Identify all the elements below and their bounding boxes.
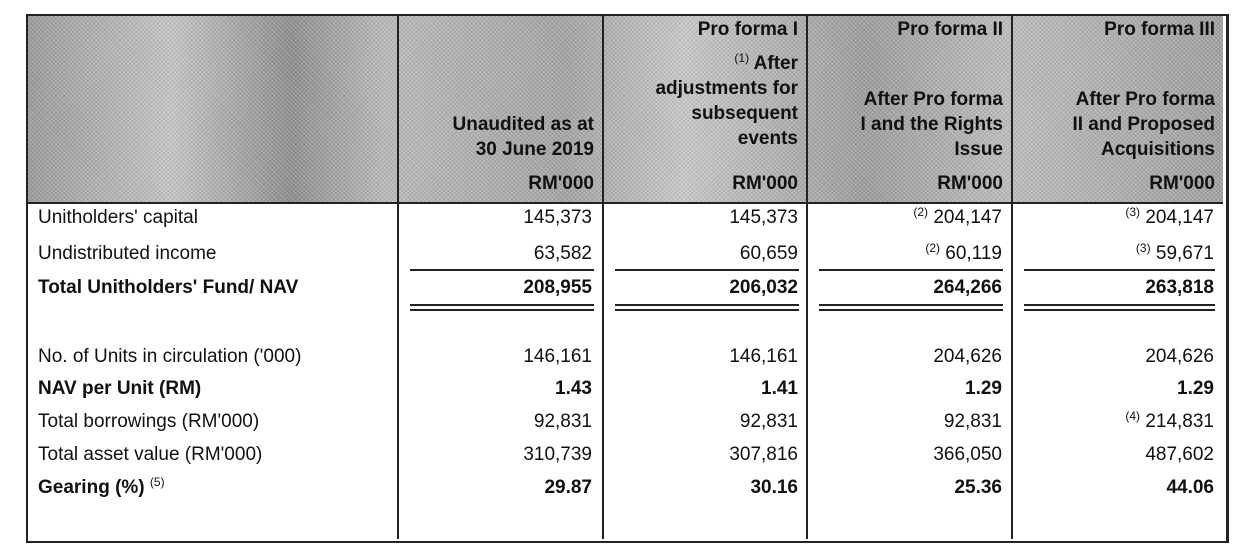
header-unit: RM'000 xyxy=(528,173,594,194)
total-double-rule xyxy=(1024,304,1215,306)
cell-value: 1.29 xyxy=(1177,378,1214,399)
cell-value: $^{(4)}$ 214,831 xyxy=(1125,409,1214,432)
footnote-ref: (2) xyxy=(913,205,929,219)
cell-value: 1.29 xyxy=(965,378,1002,399)
cell-value: $^{(3)}$ 59,671 xyxy=(1135,241,1214,264)
total-double-rule xyxy=(410,304,594,306)
row-label: Undistributed income xyxy=(38,243,217,264)
subtotal-rule xyxy=(615,269,799,271)
cell-value: 25.36 xyxy=(954,477,1002,498)
cell-value: 92,831 xyxy=(533,411,592,432)
cell-value: 307,816 xyxy=(729,444,798,465)
total-double-rule xyxy=(615,309,799,311)
header-unit: RM'000 xyxy=(732,173,798,194)
header-line: adjustments for xyxy=(655,78,798,99)
header-title: Pro forma II xyxy=(897,19,1003,40)
table-row xyxy=(26,343,1226,370)
header-line: events xyxy=(737,128,798,149)
cell-value: 206,032 xyxy=(729,277,798,298)
header-pro-forma-2 xyxy=(808,16,1011,202)
cell-value: 204,626 xyxy=(1145,346,1214,367)
total-double-rule xyxy=(1024,309,1215,311)
footnote-ref: (4) xyxy=(1125,409,1141,423)
cell-value: 146,161 xyxy=(729,346,798,367)
total-double-rule xyxy=(615,304,799,306)
total-double-rule xyxy=(819,304,1003,306)
subtotal-rule xyxy=(1024,269,1215,271)
cell-value: 63,582 xyxy=(533,243,592,264)
header-title: Pro forma III xyxy=(1104,19,1215,40)
footnote-ref: (1) xyxy=(734,51,750,65)
row-label: NAV per Unit (RM) xyxy=(38,378,202,399)
cell-value: 366,050 xyxy=(933,444,1002,465)
header-unit: RM'000 xyxy=(937,173,1003,194)
cell-value: 146,161 xyxy=(523,346,592,367)
subtotal-rule xyxy=(819,269,1003,271)
cell-value: 310,739 xyxy=(523,444,592,465)
header-line: After Pro forma xyxy=(863,89,1003,110)
footnote-ref: (3) xyxy=(1125,205,1141,219)
cell-value: 1.43 xyxy=(555,378,592,399)
cell-value: 92,831 xyxy=(739,411,798,432)
row-label: Total Unitholders' Fund/ NAV xyxy=(38,277,299,298)
pro-forma-table xyxy=(26,14,1226,541)
header-line: $^{(1)}$ After xyxy=(734,51,798,74)
subtotal-rule xyxy=(410,269,594,271)
footnote-ref: (5) xyxy=(149,475,165,489)
table-row xyxy=(26,375,1226,402)
header-unit: RM'000 xyxy=(1149,173,1215,194)
header-pro-forma-3 xyxy=(1013,16,1223,202)
cell-value: 263,818 xyxy=(1145,277,1214,298)
table-row xyxy=(26,204,1226,231)
cell-value: 1.41 xyxy=(761,378,798,399)
cell-value: 60,659 xyxy=(739,243,798,264)
header-line: Unaudited as at xyxy=(452,114,594,135)
footnote-ref: (2) xyxy=(925,241,941,255)
table-row xyxy=(26,408,1226,435)
cell-value: 92,831 xyxy=(943,411,1002,432)
total-double-rule xyxy=(410,309,594,311)
cell-value: $^{(3)}$ 204,147 xyxy=(1125,205,1214,228)
row-label: No. of Units in circulation ('000) xyxy=(38,346,302,367)
table-row xyxy=(26,474,1226,501)
cell-value: 487,602 xyxy=(1145,444,1214,465)
row-label: Total asset value (RM'000) xyxy=(38,444,263,465)
cell-value: 44.06 xyxy=(1166,477,1214,498)
total-double-rule xyxy=(819,309,1003,311)
cell-value: 208,955 xyxy=(523,277,592,298)
header-line: Acquisitions xyxy=(1100,139,1215,160)
header-line: II and Proposed xyxy=(1072,114,1215,135)
cell-value: 145,373 xyxy=(523,207,592,228)
header-pro-forma-1 xyxy=(604,16,806,202)
footnote-ref: (3) xyxy=(1135,241,1151,255)
cell-value: $^{(2)}$ 60,119 xyxy=(925,241,1002,264)
cell-value: 145,373 xyxy=(729,207,798,228)
cell-value: 29.87 xyxy=(544,477,592,498)
header-line: 30 June 2019 xyxy=(475,139,594,160)
header-title: Pro forma I xyxy=(697,19,798,40)
cell-value: 204,626 xyxy=(933,346,1002,367)
header-line: After Pro forma xyxy=(1075,89,1215,110)
row-label: Total borrowings (RM'000) xyxy=(38,411,260,432)
cell-value: 30.16 xyxy=(750,477,798,498)
table-row xyxy=(26,441,1226,468)
header-line: I and the Rights xyxy=(860,114,1003,135)
row-label: Gearing (%) $^{(5)}$ xyxy=(38,475,165,498)
header-line: subsequent xyxy=(691,103,798,124)
table-row xyxy=(26,240,1226,267)
header-line: Issue xyxy=(954,139,1003,160)
cell-value: 264,266 xyxy=(933,277,1002,298)
cell-value: $^{(2)}$ 204,147 xyxy=(913,205,1002,228)
table-row-total xyxy=(26,274,1226,301)
header-unaudited xyxy=(399,16,602,202)
row-label: Unitholders' capital xyxy=(38,207,198,228)
